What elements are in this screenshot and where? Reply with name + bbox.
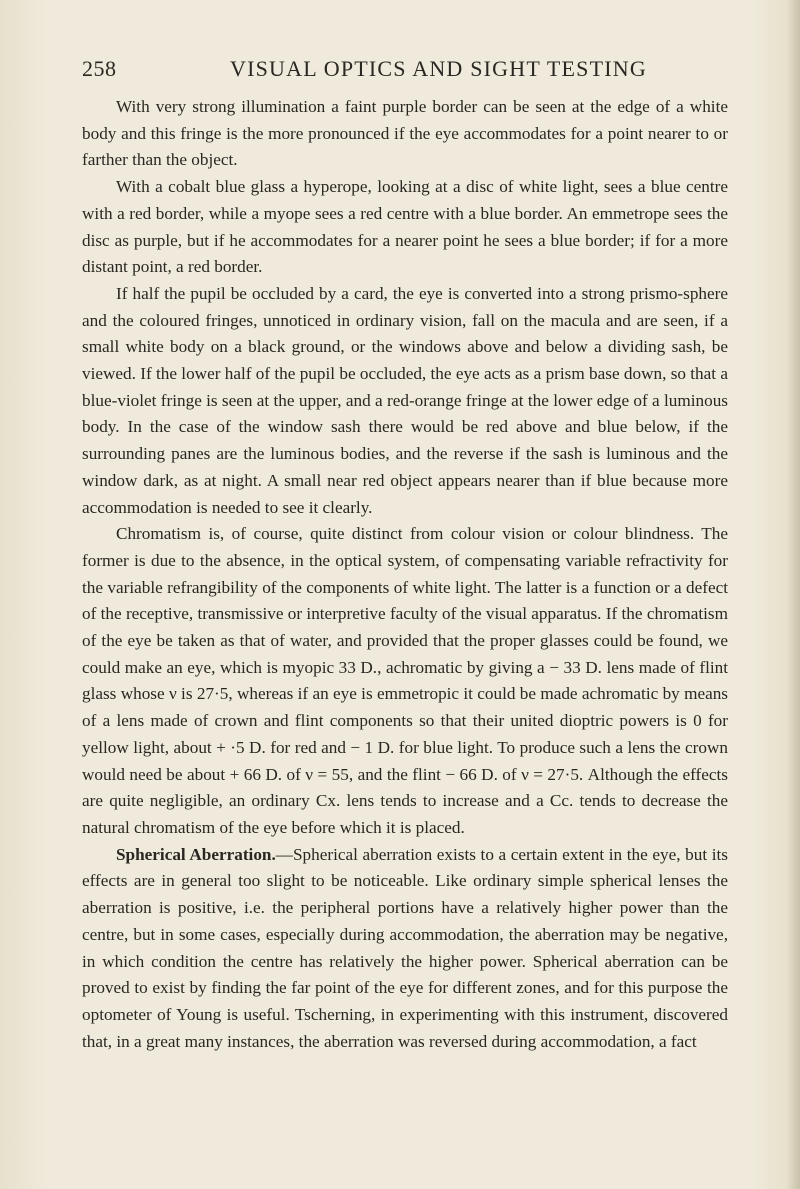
page-header xyxy=(82,56,728,84)
running-title: VISUAL OPTICS AND SIGHT TESTING xyxy=(230,56,647,81)
paragraph-4 xyxy=(82,521,728,841)
page-number: 258 xyxy=(82,56,117,81)
paragraph-text: With a cobalt blue glass a hyperope, looking at a disc of white light, sees a blue centre with a red border, while a myope sees a red centre with a blue border. An emmetrope sees the disc as purple, but if he accommodates for a nearer point he sees a blue border; if for a more distant point, a red border. xyxy=(82,177,728,277)
paragraph-1 xyxy=(82,94,728,174)
body-text xyxy=(82,94,728,1055)
paragraph-text: If half the pupil be occluded by a card, the eye is converted into a strong prismo-sphere and the coloured fringes, unnoticed in ordinary vision, fall on the macula and are seen, if a small white body on a black ground, or the windows above and below a dividing sash, be viewed. If the lower half of the pupil be occluded, the eye acts as a prism base down, so that a blue-violet fringe is seen at the upper, and a red-orange fringe at the lower edge of a luminous body. In the case of the window sash there would be red above and blue below, if the surrounding panes are the luminous bodies, and the reverse if the sash is luminous and the window dark, as at night. A small near red object appears nearer than if blue because more accommodation is needed to see it clearly. xyxy=(82,283,728,517)
paragraph-2 xyxy=(82,174,728,281)
section-heading-spherical-aberration: Spherical Aberration. xyxy=(116,844,276,864)
page-edge-shadow xyxy=(786,0,800,1189)
paragraph-text: Chromatism is, of course, quite distinct from colour vision or colour blindness. The former is due to the absence, in the optical system, of compensating variable refractivity for the variable refrangibility of the components of white light. The latter is a function or a defect of the receptive, transmissive or interpretive faculty of the visual apparatus. If the chromatism of the eye be taken as that of water, and provided that the proper glasses could be found, we could make an eye, which is myopic 33 D., achromatic by giving a − 33 D. lens made of flint glass whose ν is 27·5, whereas if an eye is emmetropic it could be made achromatic by means of a lens made of crown and flint components so that their united dioptric powers is 0 for yellow light, about + ·5 D. for red and − 1 D. for blue light. To produce such a lens the crown would need be about + 66 D. of ν = 55, and the flint − 66 D. of ν = 27·5. Although the effects are quite negligible, an ordinary Cx. lens tends to increase and a Cc. tends to decrease the natural chromatism of the eye before which it is placed. xyxy=(82,524,728,837)
paragraph-text: With very strong illumination a faint purple border can be seen at the edge of a white body and this fringe is the more pronounced if the eye accommodates for a point nearer to or farther than the object. xyxy=(82,97,728,170)
paragraph-text: —Spherical aberration exists to a certain extent in the eye, but its effects are in general too slight to be noticeable. Like ordinary simple spherical lenses the aberration is positive, i.e. the peripheral portions have a relatively higher power than the centre, but in some cases, especially during accommodation, the aberration may be negative, in which condition the centre has relatively the higher power. Spherical aberration can be proved to exist by finding the far point of the eye for different zones, and for this purpose the optometer of Young is useful. Tscherning, in experimenting with this instrument, discovered that, in a great many instances, the aberration was reversed during accommodation, a fact xyxy=(82,844,728,1051)
paragraph-5 xyxy=(82,842,728,1056)
paragraph-3 xyxy=(82,281,728,521)
